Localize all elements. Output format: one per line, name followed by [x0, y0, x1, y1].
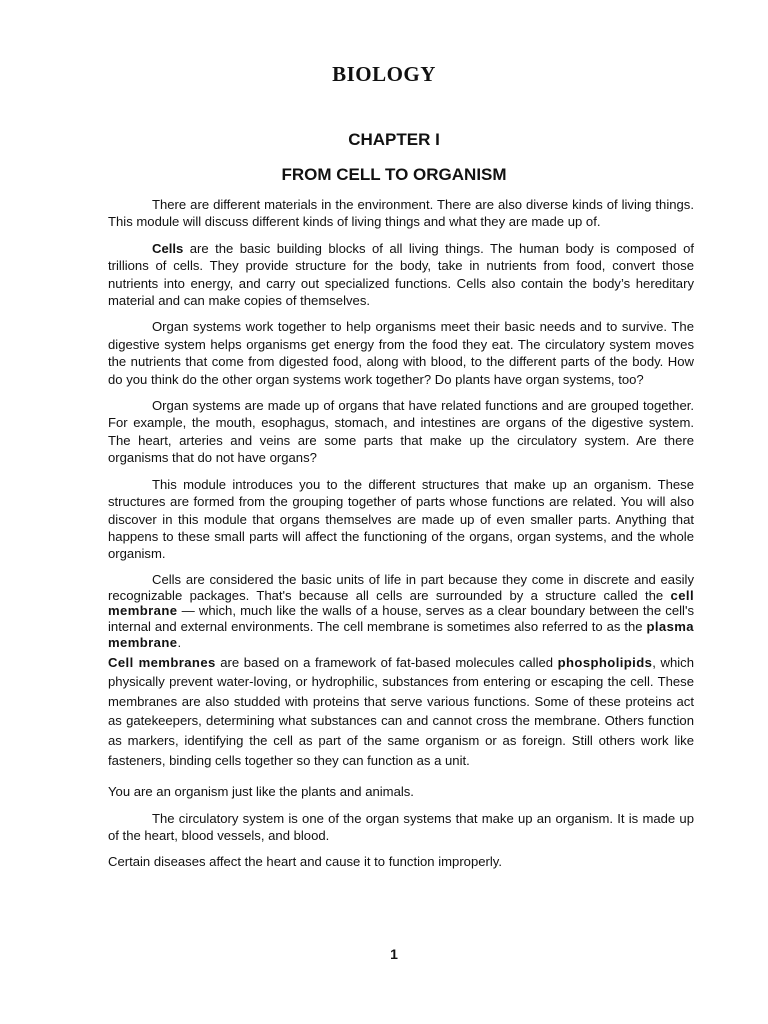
paragraph-cells [108, 240, 694, 310]
term-cells: Cells [152, 240, 184, 256]
document-title: BIOLOGY [332, 62, 436, 86]
term-cell-membranes: Cell membranes [108, 654, 216, 670]
paragraph-diseases: Certain diseases affect the heart and cause it to function improperly. [108, 854, 503, 870]
term-cell-membrane: cell membrane [108, 587, 694, 619]
paragraph-phospholipids-text-b: , which physically prevent water-loving, or hydrophilic, substances from entering or escaping the cell. These membranes are also studded with proteins that serve various functions. Some of these proteins act as gatekeepers, determining what substances can and cannot cross the membrane. Others function as markers, identifying the cell as part of the same organism or as foreign. Still others work like fasteners, binding cells together so they can function as a unit. [108, 654, 694, 768]
paragraph-module: This module introduces you to the different structures that make up an organism. These structures are formed from the grouping together of parts whose functions are related. You will also discover in this module that organs themselves are made up of even smaller parts. Anything that happens to these small parts will affect the functioning of the organs, organ systems, and the whole organism. [108, 476, 694, 562]
term-phospholipids: phospholipids [557, 654, 653, 670]
paragraph-cell-membrane [108, 572, 694, 651]
paragraph-cell-membrane-text-c: . [177, 634, 182, 650]
page-number: 1 [390, 946, 398, 962]
paragraph-cell-membrane-text-a: Cells are considered the basic units of life in part because they come in discrete and easily recognizable packages. That's because all cells are surrounded by a structure called the [108, 571, 694, 603]
paragraph-intro: There are different materials in the environment. There are also diverse kinds of living things. This module will discuss different kinds of living things and what they are made up of. [108, 197, 694, 230]
paragraph-circulatory: The circulatory system is one of the organ systems that make up an organism. It is made up of the heart, blood vessels, and blood. [108, 810, 694, 844]
chapter-heading: CHAPTER I [348, 130, 440, 149]
body-text [108, 196, 694, 880]
paragraph-phospholipids [108, 653, 694, 771]
paragraph-organ-systems: Organ systems work together to help organisms meet their basic needs and to survive. The digestive system helps organisms get energy from the food they eat. The circulatory system moves the nutrients that come from digested food, along with blood, to the different parts of the body. How do you think do the other organ systems work together? Do plants have organ systems, too? [108, 319, 694, 387]
chapter-title: FROM CELL TO ORGANISM [281, 165, 507, 184]
paragraph-cell-membrane-text-b: — which, much like the walls of a house, serves as a clear boundary between the cell's internal and external environments. The cell membrane is sometimes also referred to as the [108, 603, 694, 635]
paragraph-organism: You are an organism just like the plants and animals. [108, 784, 414, 800]
term-plasma-membrane: plasma membrane [108, 619, 694, 650]
paragraph-phospholipids-text-a: are based on a framework of fat-based molecules called [215, 654, 558, 670]
paragraph-organs: Organ systems are made up of organs that have related functions and are grouped together. For example, the mouth, esophagus, stomach, and intestines are organs of the digestive system. The heart, arteries and veins are some parts that make up the circulatory system. Are there organisms that do not have organs? [108, 398, 694, 466]
paragraph-cells-text: are the basic building blocks of all living things. The human body is composed of trillions of cells. They provide structure for the body, take in nutrients from food, convert those nutrients into energy, and carry out specialized functions. Cells also contain the body’s hereditary material and can make copies of themselves. [108, 240, 694, 309]
